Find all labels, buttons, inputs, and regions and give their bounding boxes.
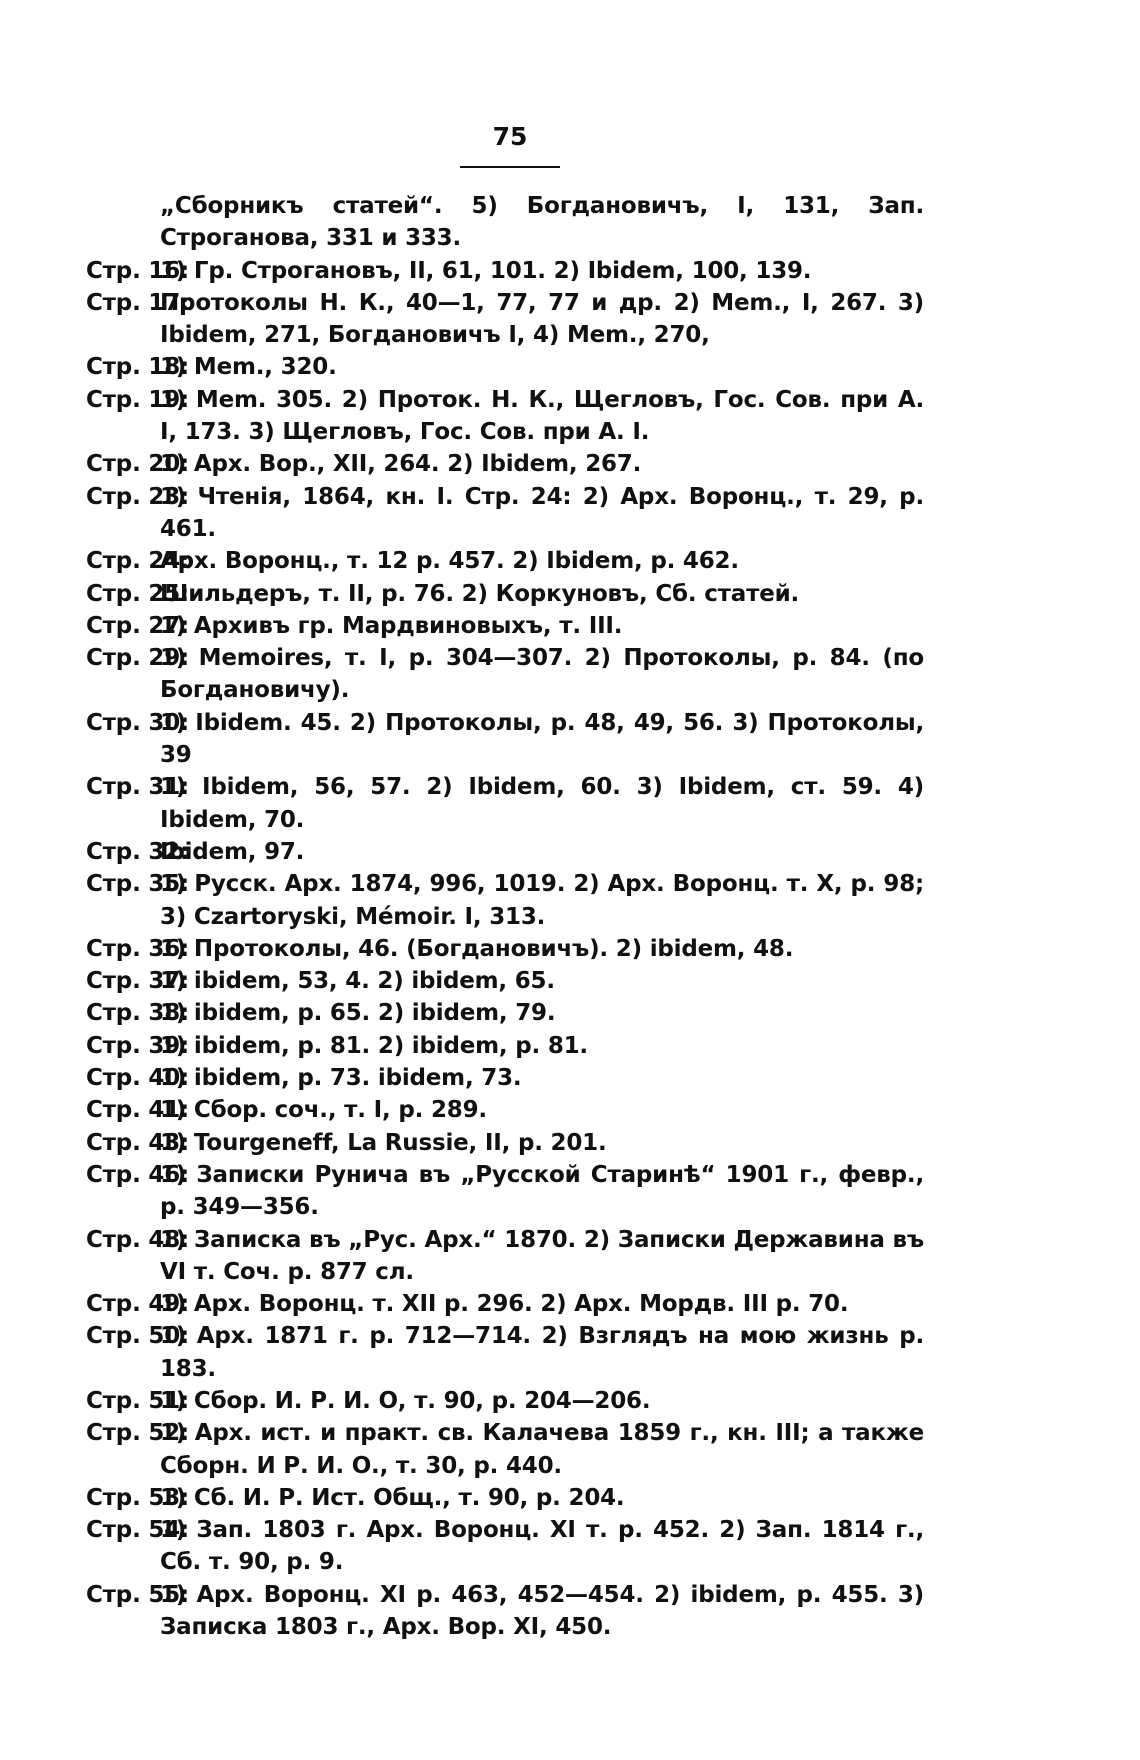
endnote-entry xyxy=(86,1224,924,1289)
endnote-text: 1) ibidem, р. 73. ibidem, 73. xyxy=(160,1065,522,1092)
endnote-page-ref: Стр. 19: xyxy=(86,386,190,413)
endnote-entry xyxy=(86,868,924,933)
endnote-text: 1) ibidem, р. 81. 2) ibidem, р. 81. xyxy=(160,1032,588,1059)
endnote-page-ref: Стр. 49: xyxy=(86,1291,190,1318)
endnote-text: Шильдеръ, т. II, р. 76. 2) Коркуновъ, Сб. статей. xyxy=(160,580,800,607)
endnote-text: 1) Русск. Арх. 1874, 996, 1019. 2) Арх. Воронц. т. X, р. 98; 3) Czartoryski, Mémoir. I, 313. xyxy=(160,871,924,930)
endnote-page-ref: Стр. 43: xyxy=(86,1129,190,1156)
endnote-text: 1) Арх. Вор., XII, 264. 2) Ibidem, 267. xyxy=(160,451,642,478)
endnote-entry xyxy=(86,384,924,449)
endnote-page-ref: Стр. 27: xyxy=(86,612,190,639)
endnote-entry xyxy=(86,1288,924,1320)
endnote-entry xyxy=(86,933,924,965)
endnote-page-ref: Стр. 40: xyxy=(86,1065,190,1092)
endnote-page-ref: Стр. 32: xyxy=(86,838,190,865)
endnote-text: 1) ibidem, р. 65. 2) ibidem, 79. xyxy=(160,1000,556,1027)
endnote-entry xyxy=(86,255,924,287)
endnote-page-ref: Стр. 52: xyxy=(86,1420,190,1447)
endnote-text: 1) Mem., 320. xyxy=(160,354,337,381)
page-number: 75 xyxy=(492,122,528,151)
endnote-page-ref: Стр. 36: xyxy=(86,935,190,962)
endnote-entry xyxy=(86,1320,924,1385)
endnote-entry xyxy=(86,545,924,577)
endnote-text: 1) Записки Рунича въ „Русской Старинѣ“ 1901 г., февр., р. 349—356. xyxy=(160,1161,924,1221)
endnote-text: 1) Mem. 305. 2) Проток. Н. К., Щегловъ, Гос. Сов. при А. I, 173. 3) Щегловъ, Гос. Сов. при А. I. xyxy=(160,386,924,446)
endnote-entry xyxy=(86,448,924,480)
endnote-text: „Сборникъ статей“. 5) Богдановичъ, I, 131, Зап. Строганова, 331 и 333. xyxy=(160,193,924,252)
endnote-page-ref: Стр. 41: xyxy=(86,1097,190,1124)
endnote-text: 1) Протоколы, 46. (Богдановичъ). 2) ibidem, 48. xyxy=(160,935,794,962)
endnote-entry xyxy=(86,287,924,352)
endnote-entry xyxy=(86,1579,924,1644)
endnote-page-ref: Стр. 35: xyxy=(86,871,190,898)
endnote-entry xyxy=(86,1030,924,1062)
endnote-page-ref: Стр. 48: xyxy=(86,1226,190,1253)
endnote-page-ref: Стр. 54: xyxy=(86,1517,190,1544)
endnote-page-ref: Стр. 24: xyxy=(86,548,190,575)
endnote-page-ref: Стр. 37: xyxy=(86,968,190,995)
endnote-page-ref: Стр. 38: xyxy=(86,1000,190,1027)
endnote-entry xyxy=(86,997,924,1029)
endnote-page-ref: Стр. 20: xyxy=(86,451,190,478)
endnote-page-ref: Стр. 31: xyxy=(86,774,190,801)
endnote-page-ref: Стр. 25: xyxy=(86,580,190,607)
endnote-text: Ibidem, 97. xyxy=(160,838,305,865)
endnote-page-ref: Стр. 51: xyxy=(86,1387,190,1414)
endnote-entry xyxy=(86,642,924,707)
endnote-entry xyxy=(86,836,924,868)
endnote-text: 1) Гр. Строгановъ, II, 61, 101. 2) Ibidem, 100, 139. xyxy=(160,257,812,284)
endnote-text: 1) Арх. 1871 г. р. 712—714. 2) Взглядъ на мою жизнь р. 183. xyxy=(160,1323,924,1382)
endnote-entry xyxy=(86,1062,924,1094)
endnote-page-ref: Стр. 18: xyxy=(86,354,190,381)
endnote-entry xyxy=(86,1417,924,1482)
endnote-entry xyxy=(86,610,924,642)
endnote-text: 1) Ibidem, 56, 57. 2) Ibidem, 60. 3) Ibidem, ст. 59. 4) Ibidem, 70. xyxy=(160,774,924,833)
endnote-page-ref: Стр. 17: xyxy=(86,289,190,316)
endnote-entry xyxy=(86,1159,924,1224)
endnote-entry xyxy=(86,1514,924,1579)
endnote-text: 1) Сбор. И. Р. И. О, т. 90, р. 204—206. xyxy=(160,1387,651,1414)
endnote-text: 1) Арх. ист. и практ. св. Калачева 1859 г., кн. III; а также Сборн. И Р. И. О., т. 30, р. 440. xyxy=(160,1420,924,1479)
endnote-text: 1) Записка въ „Рус. Арх.“ 1870. 2) Записки Державина въ VI т. Соч. р. 877 сл. xyxy=(160,1226,924,1285)
endnote-text: 1) Tourgeneff, La Russie, II, р. 201. xyxy=(160,1129,607,1156)
endnote-entry xyxy=(86,481,924,546)
endnote-text: 1) Зап. 1803 г. Арх. Воронц. XI т. р. 452. 2) Зап. 1814 г., Сб. т. 90, р. 9. xyxy=(160,1517,924,1576)
endnote-text: 1) Сб. И. Р. Ист. Общ., т. 90, р. 204. xyxy=(160,1484,625,1511)
endnote-page-ref: Стр. 39: xyxy=(86,1032,190,1059)
endnote-page-ref: Стр. 30: xyxy=(86,709,190,736)
endnotes-list xyxy=(86,190,924,1643)
endnote-text: 1) Арх. Воронц. т. XII р. 296. 2) Арх. Мордв. III р. 70. xyxy=(160,1291,849,1318)
endnote-page-ref: Стр. 29: xyxy=(86,645,190,672)
endnote-page-ref: Стр. 16: xyxy=(86,257,190,284)
endnote-text: 1) Memoires, т. I, р. 304—307. 2) Протоколы, р. 84. (по Богдановичу). xyxy=(160,645,924,704)
endnote-entry xyxy=(86,965,924,997)
endnote-text: 1) Архивъ гр. Мардвиновыхъ, т. III. xyxy=(160,612,623,639)
endnote-text: 1) Ibidem. 45. 2) Протоколы, р. 48, 49, 56. 3) Протоколы, 39 xyxy=(160,709,924,769)
endnote-text: 1) Сбор. соч., т. I, р. 289. xyxy=(160,1097,487,1124)
endnote-entry xyxy=(86,190,924,255)
endnote-text: 1) ibidem, 53, 4. 2) ibidem, 65. xyxy=(160,968,555,995)
endnote-page-ref: Стр. 50: xyxy=(86,1323,190,1350)
endnote-entry xyxy=(86,1094,924,1126)
endnote-text: 1) Чтенія, 1864, кн. I. Стр. 24: 2) Арх. Воронц., т. 29, р. 461. xyxy=(160,483,924,542)
endnote-entry xyxy=(86,578,924,610)
endnote-entry xyxy=(86,1482,924,1514)
endnote-entry xyxy=(86,707,924,772)
endnote-page-ref: Стр. 55: xyxy=(86,1581,190,1608)
endnote-entry xyxy=(86,1127,924,1159)
endnote-text: 1) Арх. Воронц. XI р. 463, 452—454. 2) ibidem, р. 455. 3) Записка 1803 г., Арх. Вор. XI, 450. xyxy=(160,1581,924,1641)
endnote-page-ref: Стр. 23: xyxy=(86,483,190,510)
endnote-text: Протоколы Н. К., 40—1, 77, 77 и др. 2) Mem., I, 267. 3) Ibidem, 271, Богдановичъ I, 4) Mem., 270, xyxy=(160,289,924,349)
endnote-text: Арх. Воронц., т. 12 р. 457. 2) Ibidem, р. 462. xyxy=(160,548,739,575)
page-number-rule xyxy=(460,166,560,168)
endnote-page-ref: Стр. 53: xyxy=(86,1484,190,1511)
endnote-page-ref: Стр. 46: xyxy=(86,1161,190,1188)
endnote-entry xyxy=(86,771,924,836)
endnote-entry xyxy=(86,351,924,383)
endnote-entry xyxy=(86,1385,924,1417)
